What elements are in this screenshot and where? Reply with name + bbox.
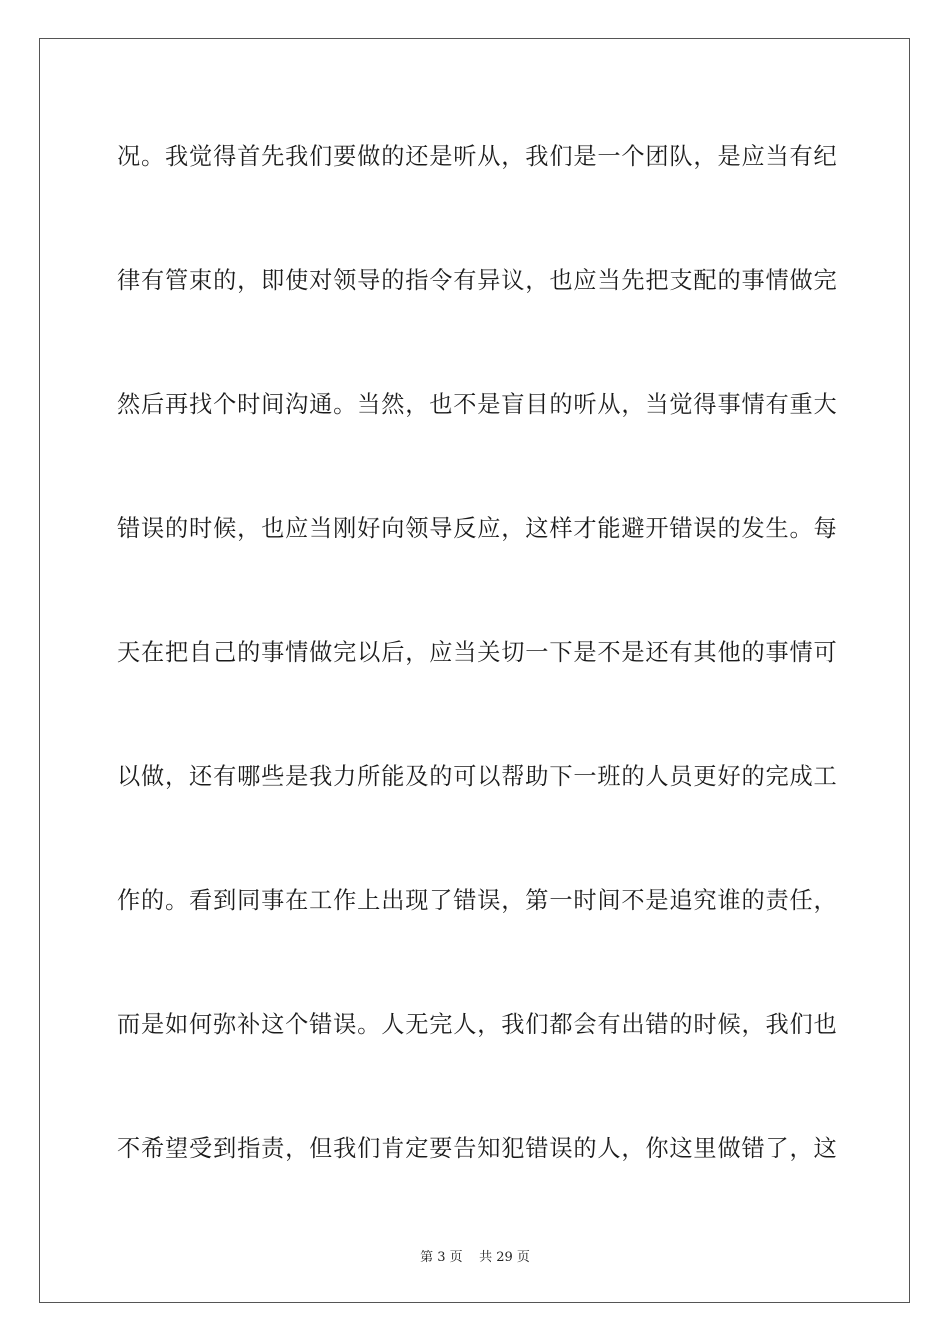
text-line: 不希望受到指责，但我们肯定要告知犯错误的人，你这里做错了，这 (117, 1135, 837, 1162)
text-line: 律有管束的，即使对领导的指令有异议，也应当先把支配的事情做完 (117, 267, 837, 294)
text-line: 而是如何弥补这个错误。人无完人，我们都会有出错的时候，我们也 (117, 1011, 837, 1038)
text-line: 以做，还有哪些是我力所能及的可以帮助下一班的人员更好的完成工 (117, 763, 837, 790)
text-line: 错误的时候，也应当刚好向领导反应，这样才能避开错误的发生。每 (117, 515, 837, 542)
text-line: 作的。看到同事在工作上出现了错误，第一时间不是追究谁的责任， (117, 887, 837, 914)
page-number-footer: 第 3 页 共 29 页 (420, 1250, 530, 1265)
text-line: 天在把自己的事情做完以后，应当关切一下是不是还有其他的事情可 (117, 639, 837, 666)
text-line: 况。我觉得首先我们要做的还是听从，我们是一个团队，是应当有纪 (117, 143, 837, 170)
body-text (117, 126, 837, 1242)
text-line: 然后再找个时间沟通。当然，也不是盲目的听从，当觉得事情有重大 (117, 391, 837, 418)
